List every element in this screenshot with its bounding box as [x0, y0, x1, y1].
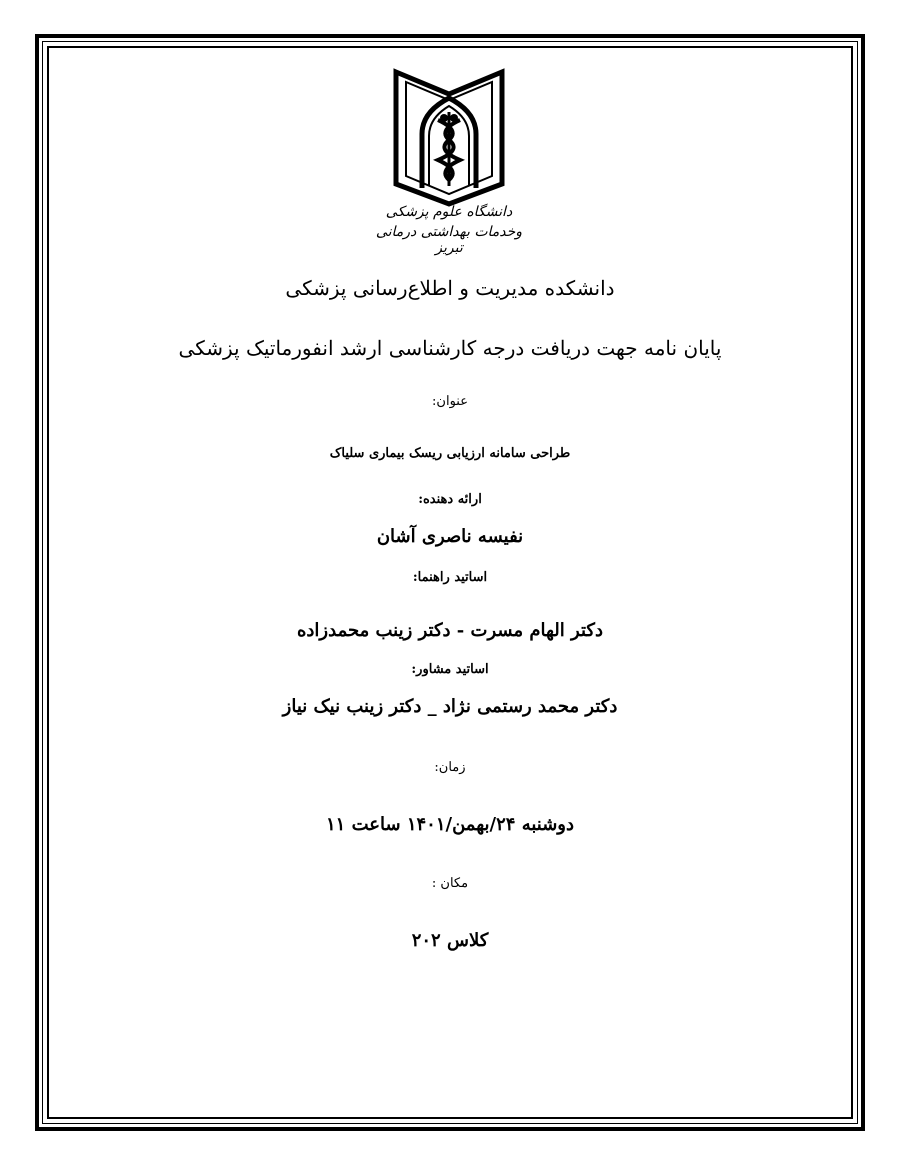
presenter-name: نفیسه ناصری آشان: [376, 526, 524, 547]
faculty-name: دانشکده مدیریت و اطلاع‌رسانی پزشکی: [285, 276, 615, 300]
presenter-label: ارائه دهنده:: [418, 492, 482, 507]
advisors-label: اساتید مشاور:: [411, 662, 489, 677]
logo-script-line2: وخدمات بهداشتی درمانی تبریز: [375, 224, 523, 256]
supervisors-label: اساتید راهنما:: [412, 570, 488, 585]
supervisors-names: دکتر الهام مسرت - دکتر زینب محمدزاده: [296, 620, 604, 641]
university-emblem-icon: [374, 64, 524, 214]
thesis-title: طراحی سامانه ارزیابی ریسک بیماری سلیاک: [329, 446, 571, 461]
defense-place: کلاس ۲۰۲: [411, 930, 489, 951]
advisors-names: دکتر محمد رستمی نژاد _ دکتر زینب نیک نیاز: [282, 696, 618, 717]
defense-time: دوشنبه ۲۴/بهمن/۱۴۰۱ ساعت ۱۱: [325, 814, 575, 835]
logo-script-line1: دانشگاه علوم پزشکی: [385, 204, 513, 220]
university-logo: [374, 64, 524, 254]
time-label: زمان:: [434, 760, 466, 775]
thesis-purpose: پایان نامه جهت دریافت درجه کارشناسی ارشد انفورماتیک پزشکی: [178, 336, 722, 360]
place-label: مکان :: [431, 876, 469, 891]
title-label: عنوان:: [432, 394, 468, 409]
